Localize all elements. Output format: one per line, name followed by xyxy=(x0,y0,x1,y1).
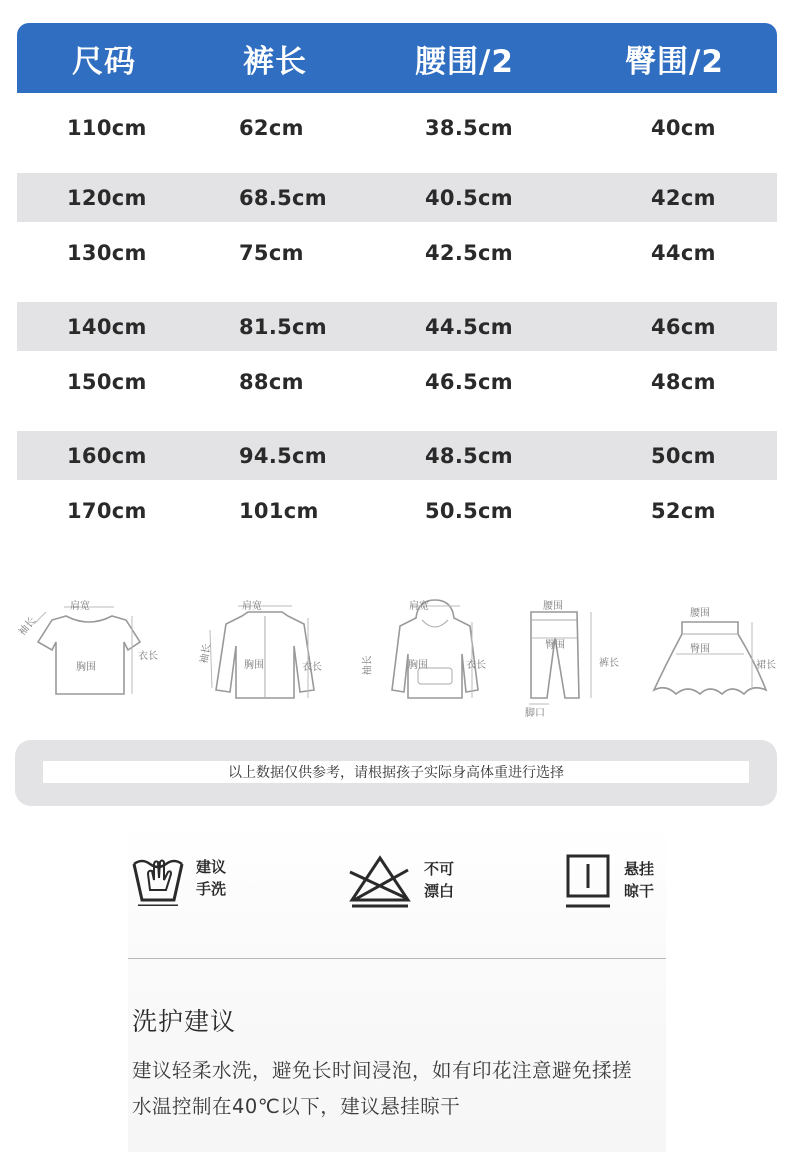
note-text: 以上数据仅供参考，请根据孩子实际身高体重进行选择 xyxy=(43,761,749,783)
cell-size: 150cm xyxy=(67,369,147,394)
cell-pants-length: 88cm xyxy=(239,369,304,394)
cell-pants-length: 62cm xyxy=(239,116,304,140)
hand-wash-label-1: 建议 xyxy=(196,858,227,876)
cell-size: 110cm xyxy=(67,116,147,140)
care-item-hang-dry xyxy=(564,852,654,908)
care-title: 洗护建议 xyxy=(132,1007,237,1036)
cell-hip: 42cm xyxy=(651,185,716,210)
jacket-icon xyxy=(190,594,340,704)
size-table xyxy=(17,23,777,531)
table-header xyxy=(17,23,777,93)
cell-pants-length: 101cm xyxy=(239,498,319,523)
label-chest: 胸围 xyxy=(408,660,428,671)
label-sleeve: 袖长 xyxy=(362,655,374,676)
pants-diagram xyxy=(515,594,635,719)
table-row xyxy=(17,93,777,163)
cell-hip: 52cm xyxy=(651,498,716,523)
label-hip: 臀围 xyxy=(545,640,565,651)
header-hip: 臀围/2 xyxy=(625,43,724,80)
hang-dry-label-2: 晾干 xyxy=(624,882,655,900)
no-bleach-icon xyxy=(346,852,414,908)
label-length: 衣长 xyxy=(138,651,158,662)
label-hem: 脚口 xyxy=(525,708,545,719)
cell-size: 120cm xyxy=(67,185,147,210)
table-row xyxy=(17,232,777,273)
label-chest: 胸围 xyxy=(244,660,264,671)
cell-waist: 46.5cm xyxy=(425,369,513,394)
no-bleach-label-1: 不可 xyxy=(424,860,455,878)
skirt-icon xyxy=(648,594,788,704)
hoodie-diagram xyxy=(360,594,510,704)
cell-hip: 44cm xyxy=(651,240,716,265)
care-item-no-bleach xyxy=(346,852,454,908)
table-row xyxy=(17,361,777,402)
table-row xyxy=(17,173,777,222)
table-row xyxy=(17,490,777,531)
label-sleeve: 袖长 xyxy=(198,643,214,665)
header-size: 尺码 xyxy=(72,43,136,80)
skirt-diagram xyxy=(648,594,788,704)
cell-pants-length: 81.5cm xyxy=(239,314,327,339)
label-waist: 腰围 xyxy=(543,601,563,612)
care-section xyxy=(128,822,666,1152)
label-shoulder: 肩宽 xyxy=(70,601,90,612)
label-hip: 臀围 xyxy=(690,644,710,655)
cell-hip: 50cm xyxy=(651,443,716,468)
cell-waist: 50.5cm xyxy=(425,498,513,523)
label-length: 衣长 xyxy=(466,660,486,671)
care-item-hand-wash xyxy=(130,850,226,906)
hand-wash-icon xyxy=(130,850,186,906)
hand-wash-label-2: 手洗 xyxy=(196,880,227,898)
cell-hip: 46cm xyxy=(651,314,716,339)
hoodie-icon xyxy=(360,594,510,704)
cell-hip: 48cm xyxy=(651,369,716,394)
label-chest: 胸围 xyxy=(76,662,96,673)
cell-pants-length: 94.5cm xyxy=(239,443,327,468)
cell-size: 170cm xyxy=(67,498,147,523)
hang-dry-label-1: 悬挂 xyxy=(624,860,655,878)
label-length: 裙长 xyxy=(756,660,776,671)
label-length: 衣长 xyxy=(302,662,322,673)
cell-pants-length: 75cm xyxy=(239,240,304,265)
care-line-2: 水温控制在40℃以下，建议悬挂晾干 xyxy=(132,1095,461,1118)
cell-size: 140cm xyxy=(67,314,147,339)
label-sleeve: 袖长 xyxy=(16,615,39,638)
jacket-diagram xyxy=(190,594,340,704)
cell-size: 160cm xyxy=(67,443,147,468)
cell-waist: 38.5cm xyxy=(425,116,513,140)
cell-hip: 40cm xyxy=(651,116,716,140)
cell-waist: 42.5cm xyxy=(425,240,513,265)
table-row xyxy=(17,302,777,351)
note-box xyxy=(15,740,777,806)
garment-diagrams xyxy=(0,594,790,724)
no-bleach-label-2: 漂白 xyxy=(424,882,455,900)
cell-waist: 40.5cm xyxy=(425,185,513,210)
cell-size: 130cm xyxy=(67,240,147,265)
label-length: 裤长 xyxy=(599,658,619,669)
label-shoulder: 肩宽 xyxy=(409,601,429,612)
header-pants-length: 裤长 xyxy=(243,43,307,80)
divider xyxy=(128,958,666,959)
cell-waist: 44.5cm xyxy=(425,314,513,339)
label-shoulder: 肩宽 xyxy=(242,601,262,612)
header-waist: 腰围/2 xyxy=(415,43,514,80)
cell-waist: 48.5cm xyxy=(425,443,513,468)
cell-pants-length: 68.5cm xyxy=(239,185,327,210)
care-line-1: 建议轻柔水洗，避免长时间浸泡，如有印花注意避免揉搓 xyxy=(132,1059,633,1082)
tshirt-diagram xyxy=(14,594,164,704)
table-row xyxy=(17,431,777,480)
label-waist: 腰围 xyxy=(690,608,710,619)
hang-dry-icon xyxy=(564,852,614,908)
